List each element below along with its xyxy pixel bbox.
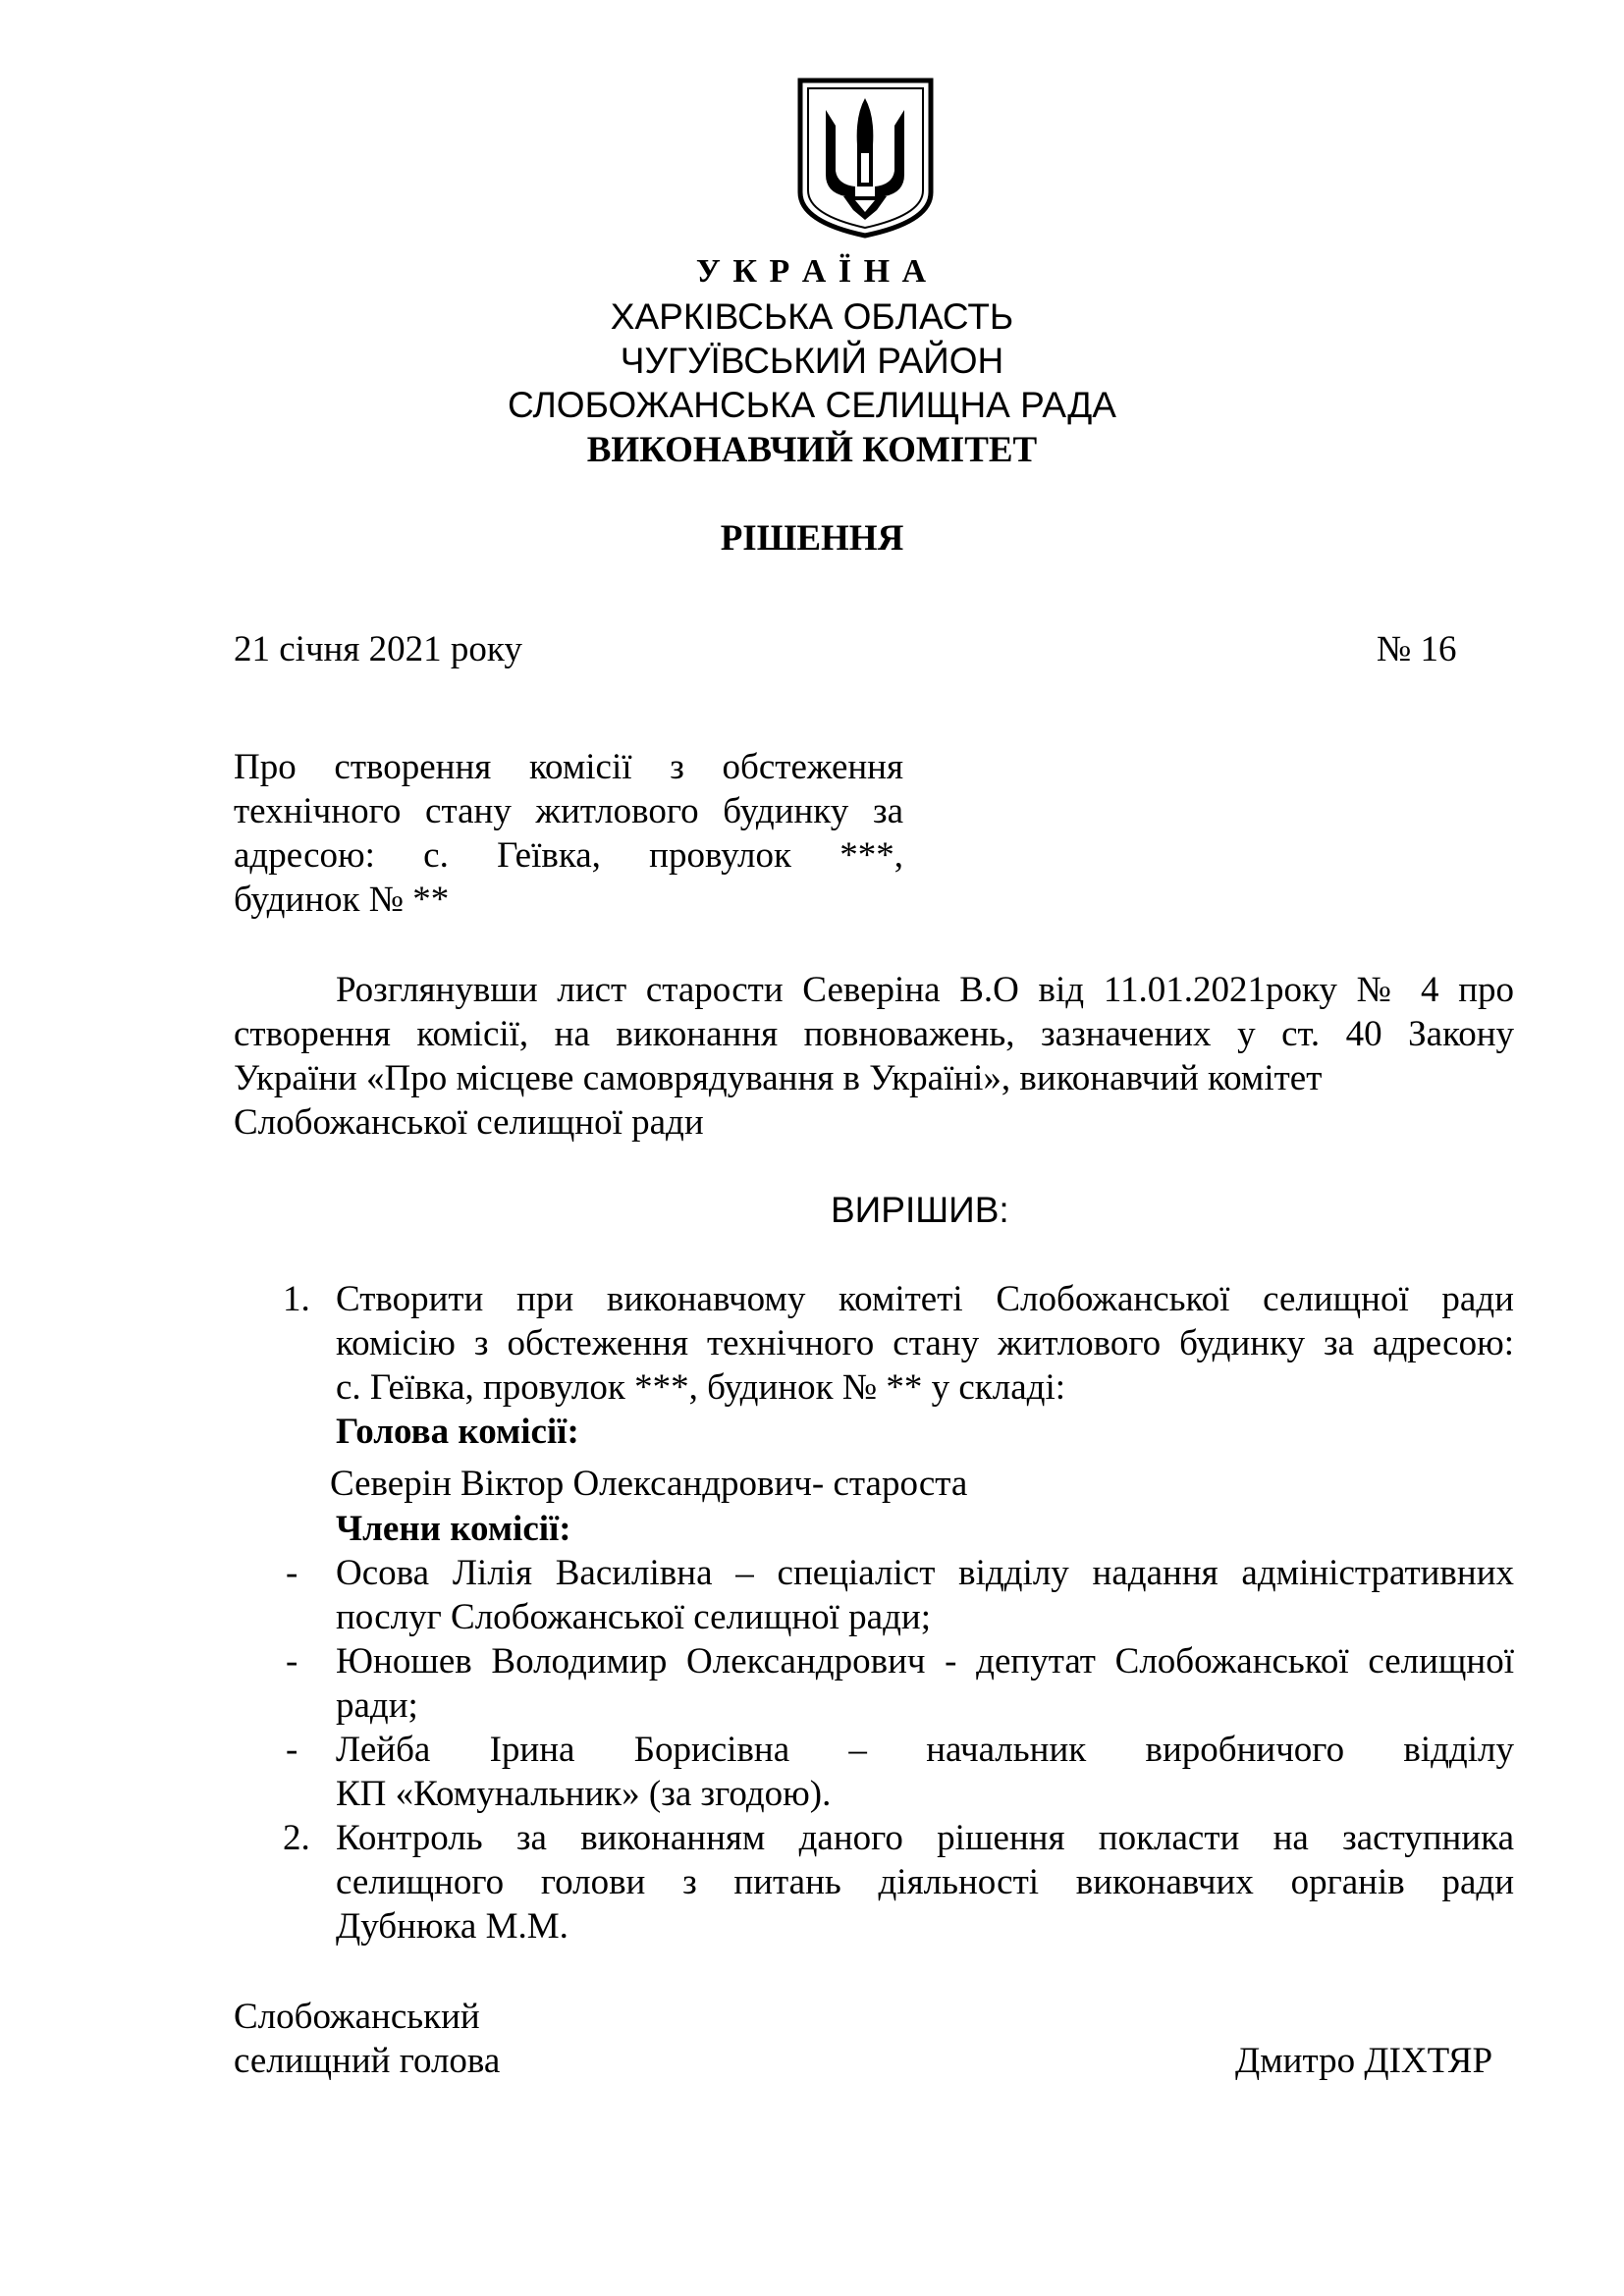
commission-head-person: Северін Віктор Олександрович- староста (330, 1464, 968, 1504)
decision-number: № 16 (1377, 629, 1457, 669)
member-line: послуг Слобожанської селищної ради; (336, 1597, 932, 1637)
subject-line: Про створення комісії з обстеження (234, 747, 903, 787)
commission-head-label: Голова комісії: (336, 1412, 579, 1452)
item1-line: Створити при виконавчому комітеті Слобожанської селищної ради (336, 1279, 1514, 1319)
council-title: СЛОБОЖАНСЬКА СЕЛИЩНА РАДА (508, 385, 1116, 425)
coat-of-arms-icon (796, 77, 935, 240)
document-type: РІШЕННЯ (720, 518, 904, 559)
member-line: ради; (336, 1685, 418, 1726)
member-line: Лейба Ірина Борисівна – начальник виробничого відділу (336, 1730, 1514, 1770)
committee-title: ВИКОНАВЧИЙ КОМІТЕТ (586, 430, 1038, 470)
signatory-position: селищний голова (234, 2041, 501, 2081)
country-title: У К Р А Ї Н А (695, 253, 929, 290)
member-dash: - (286, 1553, 298, 1593)
raion-title: ЧУГУЇВСЬКИЙ РАЙОН (620, 341, 1004, 381)
item1-line: комісію з обстеження технічного стану житлового будинку за адресою: (336, 1323, 1514, 1363)
preamble-line: створення комісії, на виконання повноважень, зазначених у ст. 40 Закону (234, 1014, 1514, 1054)
preamble-line: Розглянувши лист старости Северіна В.О від 11.01.2021року № 4 про (336, 970, 1514, 1010)
subject-line: технічного стану житлового будинку за (234, 791, 903, 831)
signatory-name: Дмитро ДІХТЯР (1235, 2041, 1493, 2081)
decided-heading: ВИРІШИВ: (831, 1190, 1009, 1230)
member-line: КП «Комунальник» (за згодою). (336, 1774, 832, 1814)
item2-line: селищного голови з питань діяльності виконавчих органів ради (336, 1862, 1514, 1902)
member-line: Осова Лілія Василівна – спеціаліст відділу надання адміністративних (336, 1553, 1514, 1593)
item1-line: с. Геївка, провулок ***, будинок № ** у складі: (336, 1367, 1066, 1408)
preamble-line: Слобожанської селищної ради (234, 1102, 704, 1143)
subject-line: адресою: с. Геївка, провулок ***, (234, 835, 903, 876)
decision-date: 21 січня 2021 року (234, 629, 522, 669)
list-item-number: 1. (283, 1279, 310, 1319)
commission-members-label: Члени комісії: (336, 1509, 571, 1549)
member-line: Юношев Володимир Олександрович - депутат Слобожанської селищної (336, 1641, 1514, 1682)
signatory-position: Слобожанський (234, 1997, 480, 2037)
member-dash: - (286, 1730, 298, 1770)
preamble-line: України «Про місцеве самоврядування в Україні», виконавчий комітет (234, 1058, 1323, 1098)
item2-line: Дубнюка М.М. (336, 1906, 568, 1947)
subject-line: будинок № ** (234, 880, 450, 920)
member-dash: - (286, 1641, 298, 1682)
item2-line: Контроль за виконанням даного рішення покласти на заступника (336, 1818, 1514, 1858)
list-item-number: 2. (283, 1818, 310, 1858)
oblast-title: ХАРКІВСЬКА ОБЛАСТЬ (610, 296, 1014, 337)
